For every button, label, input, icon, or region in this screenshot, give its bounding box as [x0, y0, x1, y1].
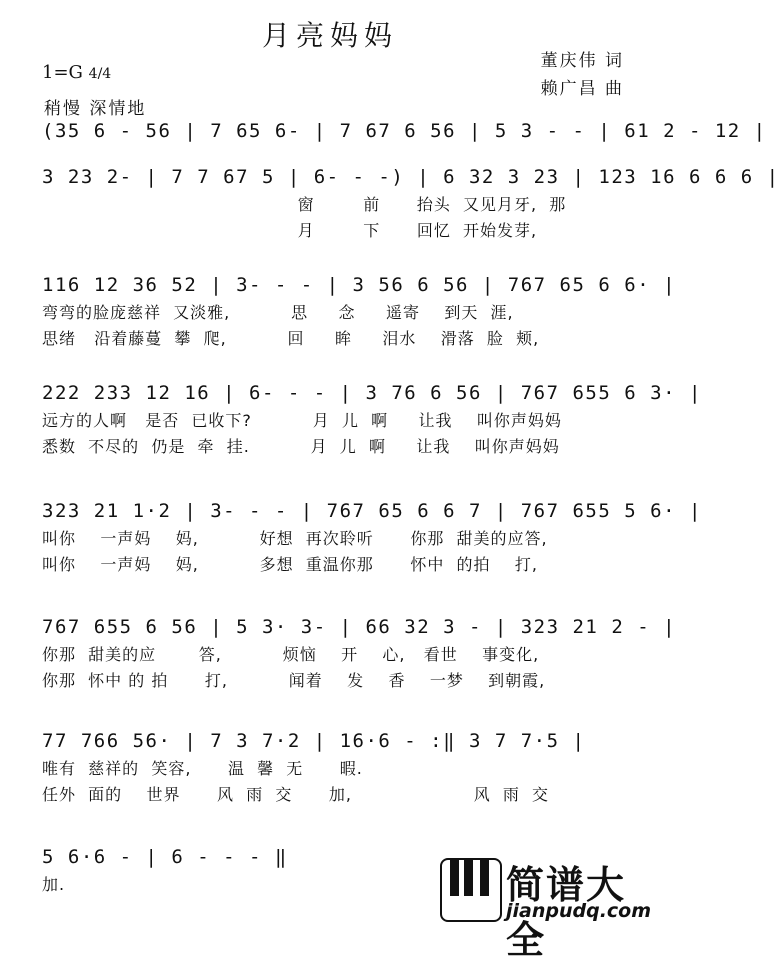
notation-line: 77 766 56· | 7 3 7·2 | 16·6 - :‖ 3 7 7·5 | — [42, 730, 586, 752]
lyrics-verse-2: 思绪 沿着藤蔓 攀 爬, 回 眸 泪水 滑落 脸 颊, — [42, 329, 540, 348]
lyrics-verse-1: 远方的人啊 是否 已收下? 月 儿 啊 让我 叫你声妈妈 — [42, 411, 562, 430]
stave-6 — [42, 612, 677, 694]
brand-url: jianpudq.com — [506, 900, 652, 922]
brand-name: 简谱大全 — [506, 863, 627, 962]
lyrics-verse-1: 唯有 慈祥的 笑容, 温 馨 无 暇. — [42, 759, 363, 778]
lyrics-verse-2: 你那 怀中 的 拍 打, 闻着 发 香 一梦 到朝霞, — [42, 671, 546, 690]
lyrics-verse-1: 你那 甜美的应 答, 烦恼 开 心, 看世 事变化, — [42, 645, 540, 664]
notation-line: 5 6·6 - | 6 - - - ‖ — [42, 846, 288, 868]
piano-keys-icon — [440, 858, 502, 922]
notation-line: (35 6 - 56 | 7 65 6- | 7 67 6 56 | 5 3 - - | 61 2 - 12 | — [42, 120, 767, 142]
stave-5 — [42, 496, 702, 578]
lyrics-verse-1: 弯弯的脸庞慈祥 又淡雅, 思 念 遥寄 到天 涯, — [42, 303, 514, 322]
key-label: 1=G — [42, 62, 83, 83]
lyrics-verse-2: 叫你 一声妈 妈, 多想 重温你那 怀中 的拍 打, — [42, 555, 538, 574]
lyrics-verse-2: 月 下 回忆 开始发芽, — [42, 221, 538, 240]
notation-line: 767 655 6 56 | 5 3· 3- | 66 32 3 - | 323 21 2 - | — [42, 616, 677, 638]
time-signature: 4/4 — [88, 66, 112, 82]
lyrics-verse-1: 叫你 一声妈 妈, 好想 再次聆听 你那 甜美的应答, — [42, 529, 548, 548]
stave-7 — [42, 726, 632, 808]
stave-1 — [42, 116, 767, 146]
tempo-marking: 稍慢 深情地 — [44, 99, 147, 119]
song-title: 月亮妈妈 — [261, 19, 398, 52]
site-logo — [440, 858, 652, 962]
stave-3 — [42, 270, 677, 352]
composer-credit: 赖广昌 曲 — [540, 79, 624, 99]
lyrics-verse-1: 窗 前 抬头 又见月牙, 那 — [42, 195, 567, 214]
stave-4 — [42, 378, 702, 460]
notation-line: 323 21 1·2 | 3- - - | 767 65 6 6 7 | 767 655 5 6· | — [42, 500, 702, 522]
notation-line: 222 233 12 16 | 6- - - | 3 76 6 56 | 767 655 6 3· | — [42, 382, 702, 404]
lyricist-credit: 董庆伟 词 — [540, 51, 624, 71]
lyrics-verse-2: 任外 面的 世界 风 雨 交 加, 风 雨 交 — [42, 785, 550, 804]
lyrics-verse-2: 悉数 不尽的 仍是 牵 挂. 月 儿 啊 让我 叫你声妈妈 — [42, 437, 560, 456]
notation-line: 3 23 2- | 7 7 67 5 | 6- - -) | 6 32 3 23 | 123 16 6 6 6 | — [42, 166, 780, 188]
key-signature — [42, 62, 111, 83]
notation-line: 116 12 36 52 | 3- - - | 3 56 6 56 | 767 65 6 6· | — [42, 274, 677, 296]
stave-2 — [42, 162, 780, 244]
lyrics-verse-1: 加. — [42, 875, 66, 894]
